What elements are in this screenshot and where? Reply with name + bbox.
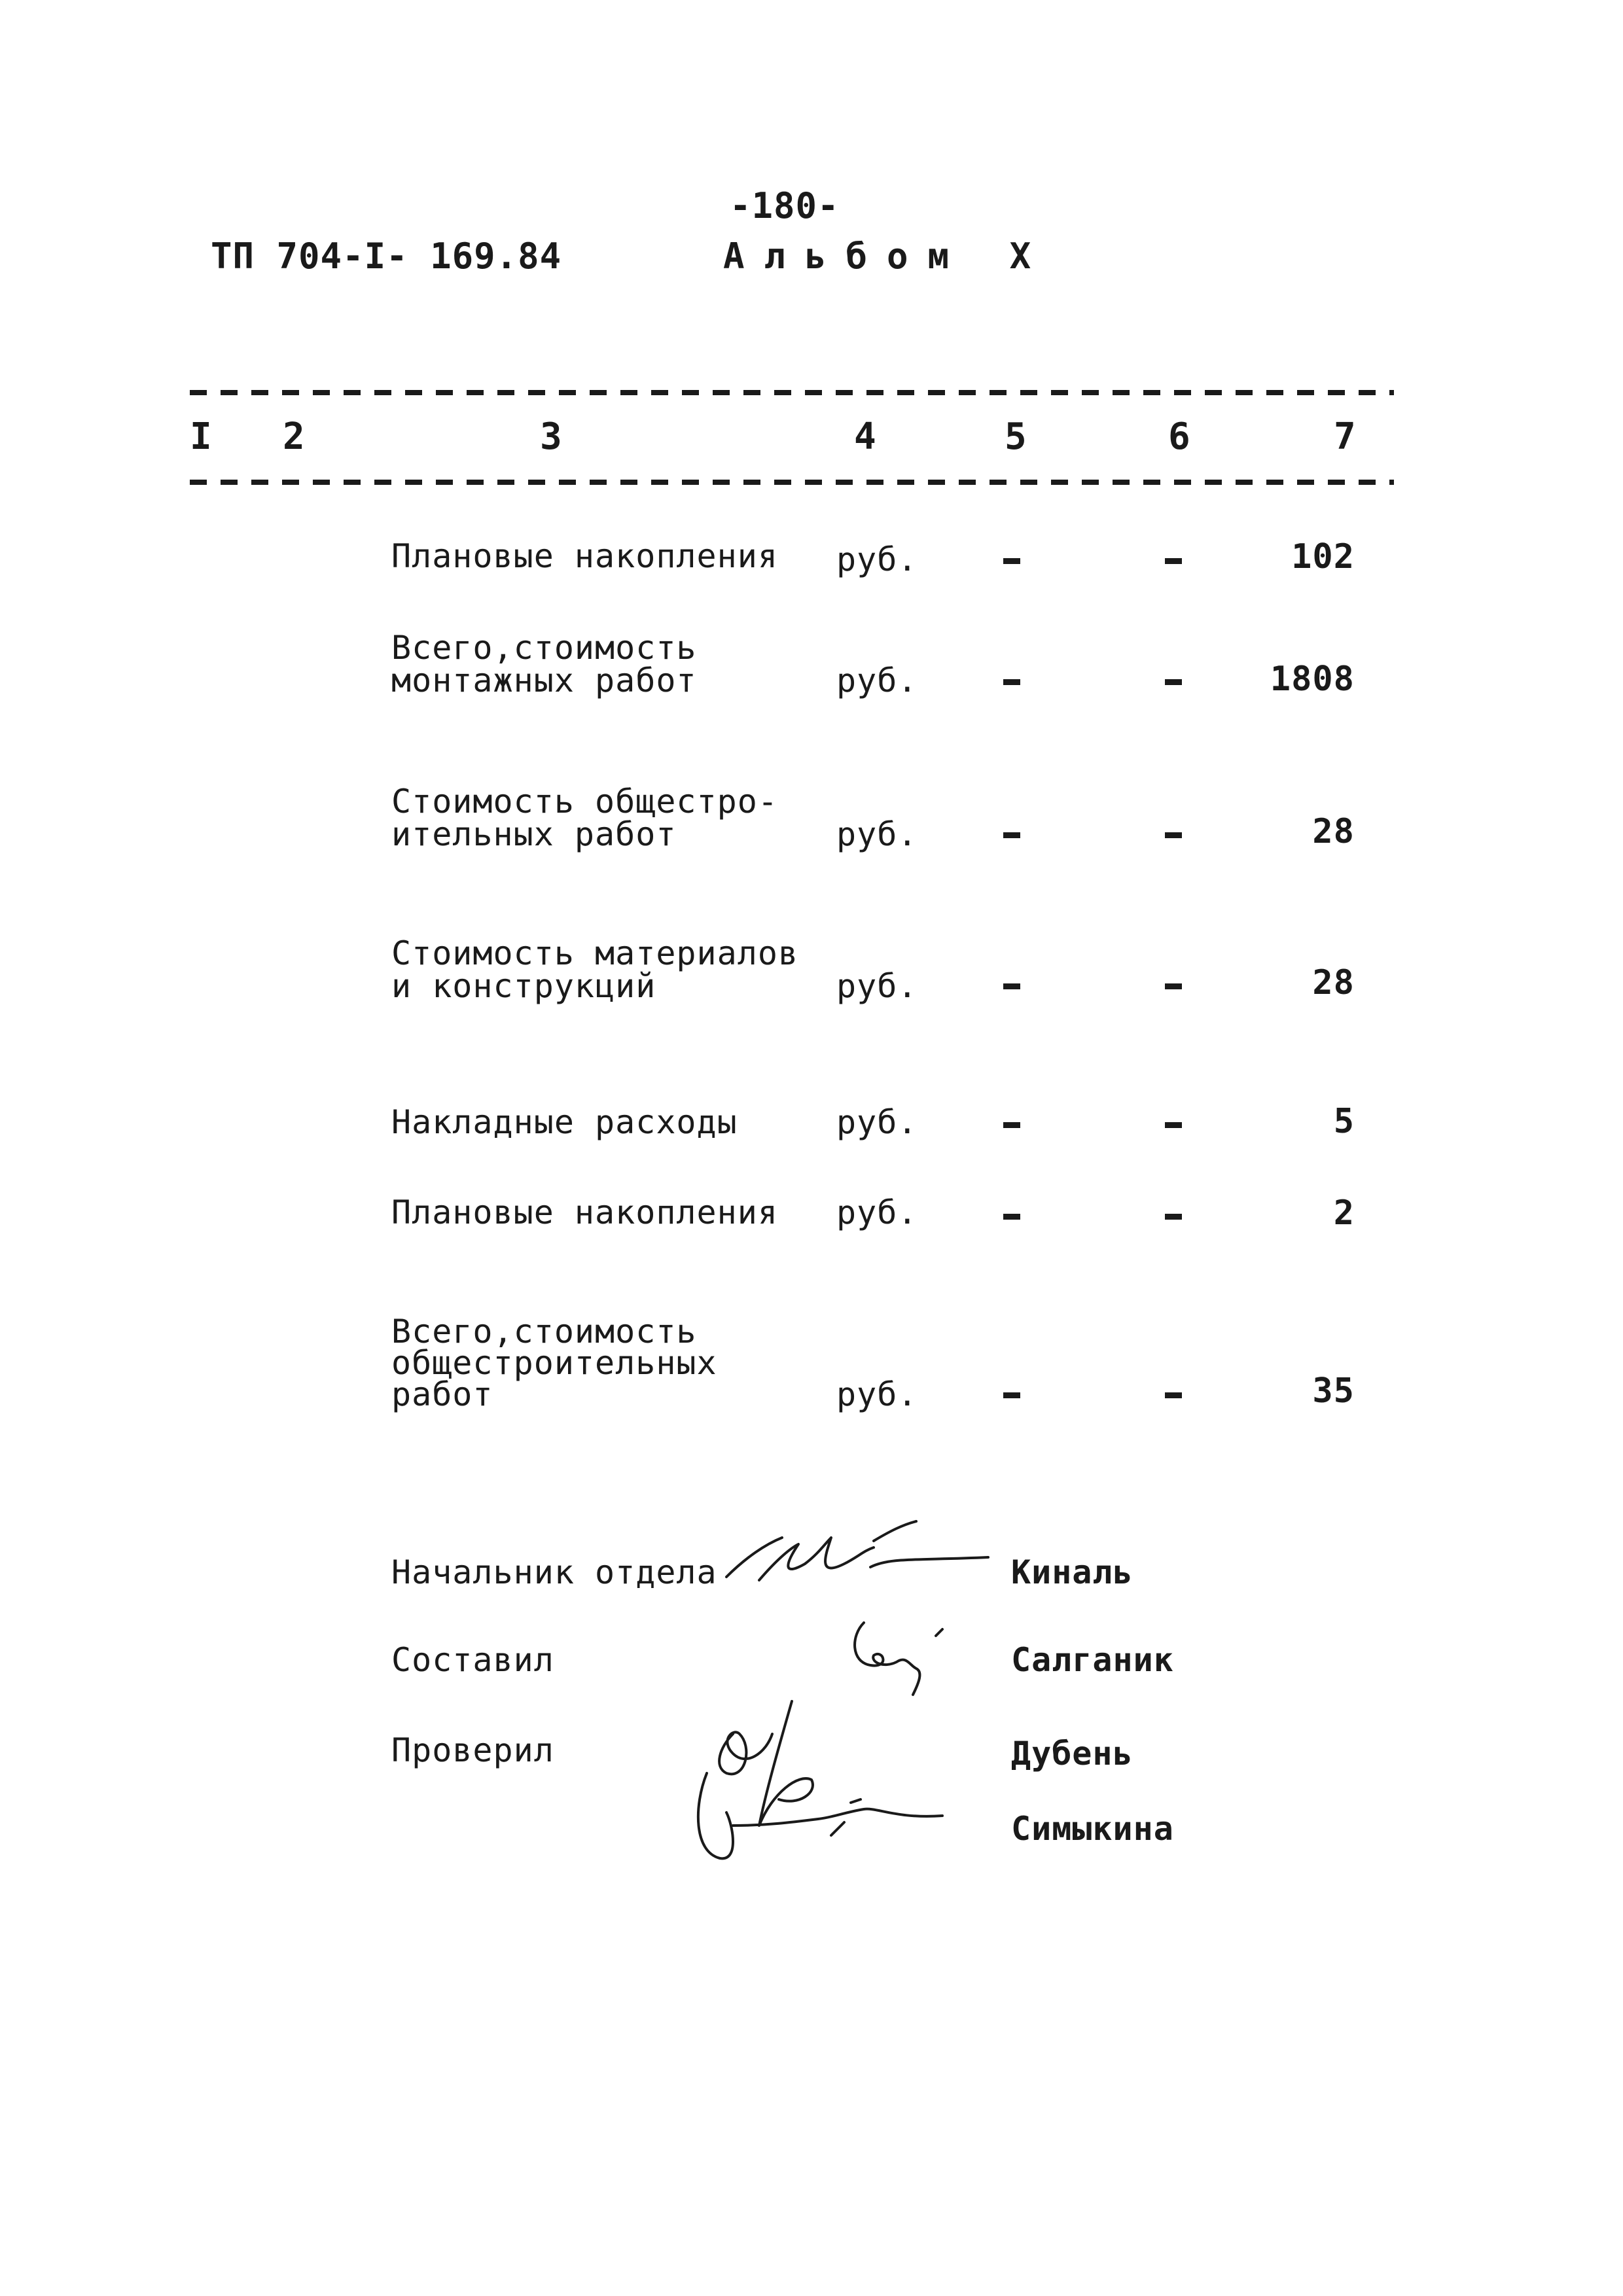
row-col5-dash xyxy=(1003,1392,1020,1398)
row-name-line: Стоимость материалов xyxy=(391,934,799,972)
row-col5-dash xyxy=(1003,1122,1020,1128)
row-value: 28 xyxy=(1312,963,1355,1002)
signature-name: Дубень xyxy=(1011,1735,1133,1773)
row-name-line: Плановые накопления xyxy=(391,537,778,575)
column-header-5: 5 xyxy=(1005,415,1027,458)
row-name-line: Всего,стоимость xyxy=(391,1313,697,1351)
handwritten-signature-1 xyxy=(720,1518,995,1597)
row-value: 5 xyxy=(1333,1102,1355,1141)
row-col5-dash xyxy=(1003,832,1020,838)
row-unit: руб. xyxy=(836,1193,918,1231)
column-header-7: 7 xyxy=(1334,415,1357,458)
signature-name: Салганик xyxy=(1011,1641,1174,1679)
row-name-line: общестроительных xyxy=(391,1344,717,1382)
handwritten-signature-2 xyxy=(844,1610,962,1708)
signature-name: Симыкина xyxy=(1011,1810,1174,1848)
row-name-line: Всего,стоимость xyxy=(391,629,697,667)
row-value: 28 xyxy=(1312,812,1355,851)
column-header-2: 2 xyxy=(283,415,306,458)
signature-role: Начальник отдела xyxy=(391,1553,717,1591)
row-name-line: работ xyxy=(391,1375,493,1413)
row-col6-dash xyxy=(1165,1122,1182,1128)
row-unit: руб. xyxy=(836,1103,918,1141)
row-col5-dash xyxy=(1003,1214,1020,1220)
row-col6-dash xyxy=(1165,832,1182,838)
signature-role: Составил xyxy=(391,1641,554,1679)
row-unit: руб. xyxy=(836,540,918,578)
row-col5-dash xyxy=(1003,558,1020,564)
row-col6-dash xyxy=(1165,1214,1182,1220)
row-unit: руб. xyxy=(836,1375,918,1413)
page-number: -180- xyxy=(730,185,840,226)
column-header-6: 6 xyxy=(1168,415,1191,458)
row-value: 35 xyxy=(1312,1371,1355,1411)
signature-role: Проверил xyxy=(391,1731,554,1769)
row-unit: руб. xyxy=(836,815,918,853)
column-header-3: 3 xyxy=(540,415,563,458)
column-header-4: 4 xyxy=(854,415,877,458)
row-value: 1808 xyxy=(1270,660,1355,699)
row-name-line: монтажных работ xyxy=(391,662,697,699)
row-name-line: ительных работ xyxy=(391,815,677,853)
signature-name: Киналь xyxy=(1011,1553,1133,1591)
row-unit: руб. xyxy=(836,967,918,1005)
row-col6-dash xyxy=(1165,679,1182,685)
document-code: ТП 704-I- 169.84 xyxy=(211,236,562,277)
row-value: 102 xyxy=(1291,537,1355,576)
row-name-line: Плановые накопления xyxy=(391,1193,778,1231)
album-title: Альбом X xyxy=(723,236,1051,277)
row-col6-dash xyxy=(1165,1392,1182,1398)
row-name-line: Накладные расходы xyxy=(391,1103,738,1141)
row-name-line: и конструкций xyxy=(391,967,656,1005)
row-col5-dash xyxy=(1003,983,1020,989)
table-top-rule xyxy=(190,390,1394,395)
row-unit: руб. xyxy=(836,662,918,699)
handwritten-signature-3 xyxy=(681,1695,955,1865)
row-name-line: Стоимость общестро- xyxy=(391,783,778,821)
table-header-rule xyxy=(190,480,1394,485)
column-header-1: I xyxy=(190,415,213,458)
row-col5-dash xyxy=(1003,679,1020,685)
row-col6-dash xyxy=(1165,983,1182,989)
row-col6-dash xyxy=(1165,558,1182,564)
row-value: 2 xyxy=(1333,1193,1355,1233)
